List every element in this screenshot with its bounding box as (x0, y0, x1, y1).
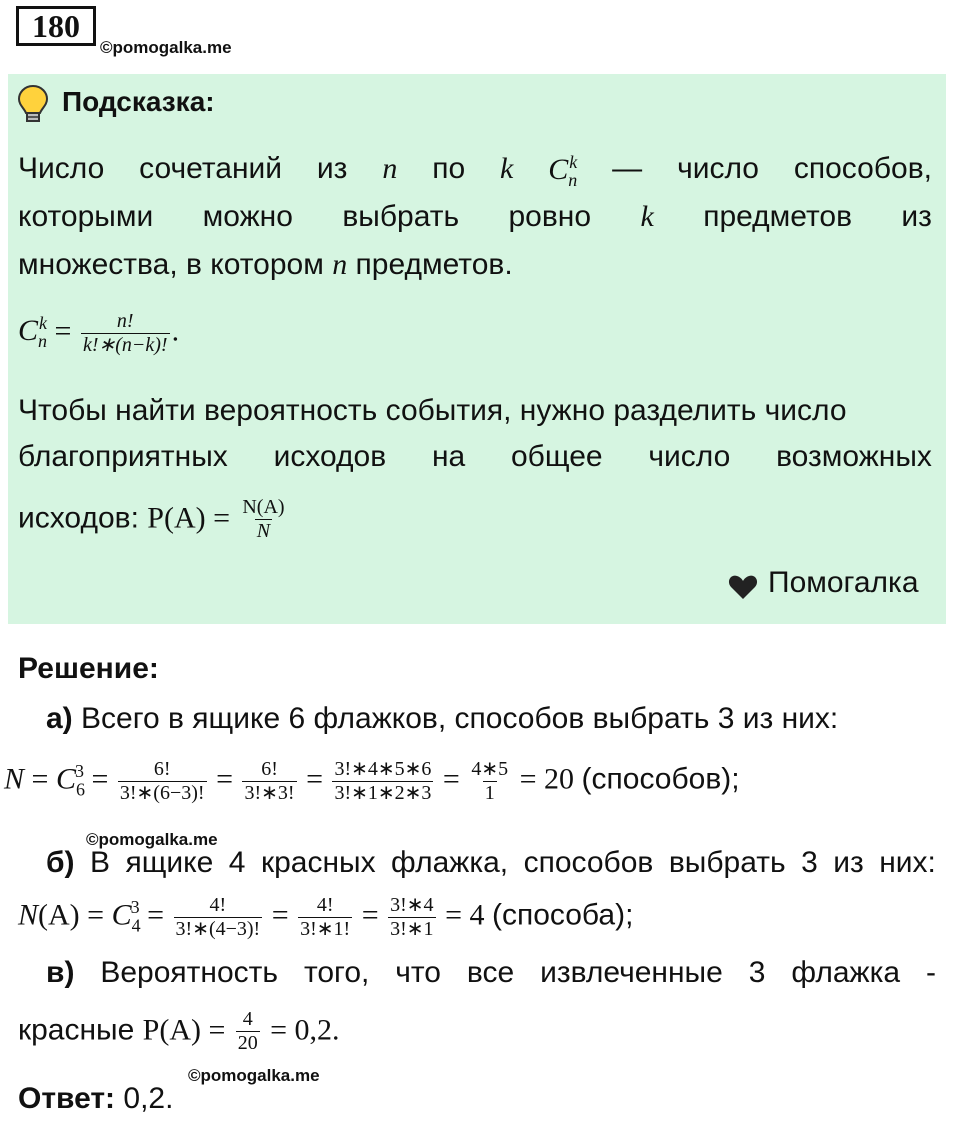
solution-title: Решение: (18, 652, 159, 685)
combination-formula: $C_n^k$ = $\frac{n!}{k!∗(n-k)!}$ . (18, 310, 180, 356)
part-a-text: а) Всего в ящике 6 флажков, способов выбрать 3 из них: (46, 702, 839, 735)
watermark: ©pomogalka.me (100, 38, 232, 57)
part-a-formula: $N = C_6^3$ = $\frac{6!}{3!∗(6-3)!}$ = $\frac{6!}{3!∗3!}$ = $\frac{3!∗4∗5∗6}{3!∗1∗2∗3}$ = $\frac{4∗5}{1}$ = 20 (способов); (4, 758, 740, 804)
lightbulb-icon (16, 84, 50, 124)
hint-line-4: Чтобы найти вероятность события, нужно разделить число (18, 394, 847, 427)
heart-icon (728, 574, 758, 600)
part-c-text: в) Вероятность того, что все извлеченные 3 флажка - (46, 956, 936, 989)
hint-line-5: благоприятных исходов на общее число возможных (18, 440, 932, 473)
hint-line-6: исходов: P(A) = $\frac{N(A)}{N}$ (18, 496, 285, 542)
hint-line-2: которыми можно выбрать ровно k предметов из (18, 200, 932, 233)
part-b-formula: $N(A) = C_4^3$ = $\frac{4!}{3!∗(4-3)!}$ = $\frac{4!}{3!∗1!}$ = $\frac{3!∗4}{3!∗1}$ = 4 (способа); (18, 894, 634, 940)
task-number: 180 (16, 6, 96, 46)
c-n-k-symbol: $C_n^k$ (548, 152, 578, 190)
watermark-mid: ©pomogalka.me (86, 830, 218, 849)
hint-line-1: Число сочетаний из n по k $C_n^k$ — число способов, (18, 152, 932, 190)
watermark-bottom: ©pomogalka.me (188, 1066, 320, 1085)
part-b-text: б) В ящике 4 красных флажка, способов выбрать 3 из них: (46, 846, 936, 879)
hint-line-3: множества, в котором n предметов. (18, 248, 513, 281)
hint-title: Подсказка: (62, 86, 215, 117)
part-c-formula: красные P(A) = $\frac{4}{20}$ = 0,2. (18, 1008, 340, 1054)
brand-label: Помогалка (768, 566, 919, 599)
answer-line: Ответ: 0,2. (18, 1082, 174, 1115)
